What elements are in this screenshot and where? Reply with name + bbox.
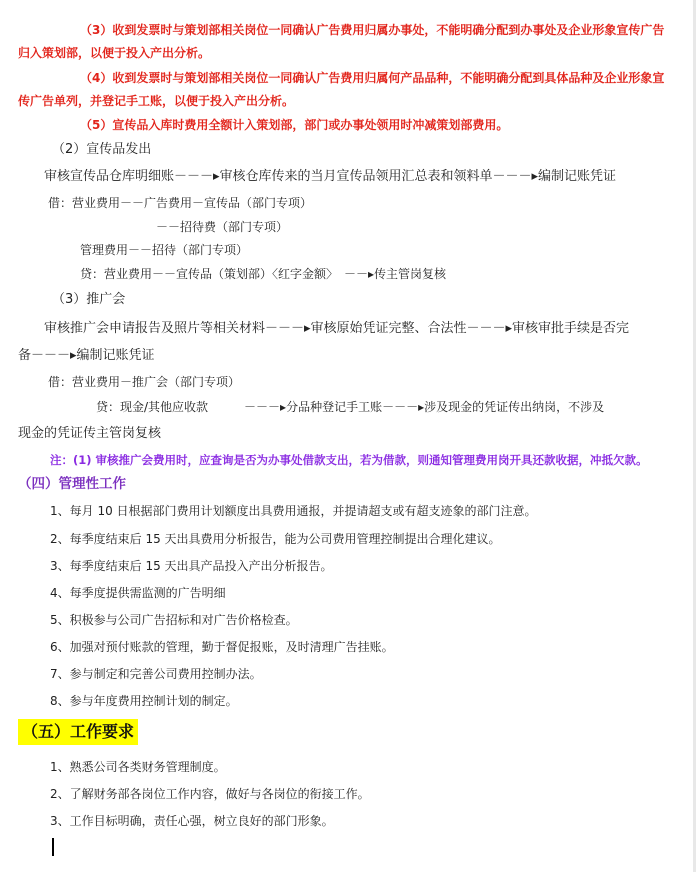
section-4-item: 2、每季度结束后 15 天出具费用分析报告，能为公司费用管理控制提出合理化建议。 xyxy=(50,532,501,546)
section-3-credit: 贷：现金/其他应收款 －－－▸分品种登记手工账－－－▸涉及现金的凭证传出纳岗，不涉及 xyxy=(96,400,605,414)
section-4-item: 6、加强对预付账款的管理，勤于督促报账，及时清理广告挂账。 xyxy=(50,640,394,654)
red-paragraph-5: （5）宣传品入库时费用全额计入策划部，部门或办事处领用时冲减策划部费用。 xyxy=(80,118,509,132)
section-4-item: 5、积极参与公司广告招标和对广告价格检查。 xyxy=(50,613,298,627)
section-4-title: （四）管理性工作 xyxy=(18,476,126,492)
section-4-item: 3、每季度结束后 15 天出具产品投入产出分析报告。 xyxy=(50,559,333,573)
section-5-item: 1、熟悉公司各类财务管理制度。 xyxy=(50,760,226,774)
section-5-title: （五）工作要求 xyxy=(18,719,138,745)
text-cursor[interactable] xyxy=(52,838,54,856)
section-4-item: 4、每季度提供需监测的广告明细 xyxy=(50,586,226,600)
section-2-credit: 贷：营业费用－－宣传品（策划部）〈红字金额〉 －－▸传主管岗复核 xyxy=(80,267,447,281)
section-3-flow-line1: 审核推广会申请报告及照片等相关材料－－－▸审核原始凭证完整、合法性－－－▸审核审批手续是否完 xyxy=(44,321,630,336)
red-paragraph-3-line2: 归入策划部，以便于投入产出分析。 xyxy=(18,46,211,60)
section-3-title: （3）推广会 xyxy=(52,292,126,307)
section-3-debit: 借：营业费用－推广会（部门专项） xyxy=(48,375,241,389)
section-3-flow-line2: 备－－－▸编制记账凭证 xyxy=(18,348,155,363)
section-4-item: 7、参与制定和完善公司费用控制办法。 xyxy=(50,667,262,681)
section-5-item: 3、工作目标明确，责任心强，树立良好的部门形象。 xyxy=(50,814,334,828)
section-3-credit-line2: 现金的凭证传主管岗复核 xyxy=(18,426,162,441)
red-paragraph-3-line1: （3）收到发票时与策划部相关岗位一同确认广告费用归属办事处，不能明确分配到办事处及企业形象宣传广告 xyxy=(80,23,665,37)
section-4-item: 1、每月 10 日根据部门费用计划额度出具费用通报，并提请超支或有超支迹象的部门注意。 xyxy=(50,504,537,518)
section-2-title: （2）宣传品发出 xyxy=(52,142,152,157)
section-4-item: 8、参与年度费用控制计划的制定。 xyxy=(50,694,238,708)
section-2-flow: 审核宣传品仓库明细账－－－▸审核仓库传来的当月宣传品领用汇总表和领料单－－－▸编制记账凭证 xyxy=(44,169,617,184)
section-2-debit-line3: 管理费用－－招待（部门专项） xyxy=(80,243,249,257)
section-5-item: 2、了解财务部各岗位工作内容，做好与各岗位的衔接工作。 xyxy=(50,787,370,801)
section-2-debit-line2: －－招待费（部门专项） xyxy=(156,220,289,234)
red-paragraph-4-line2: 传广告单列，并登记手工账，以便于投入产出分析。 xyxy=(18,94,295,108)
section-2-debit-line1: 借：营业费用－－广告费用－宣传品（部门专项） xyxy=(48,196,313,210)
red-paragraph-4-line1: （4）收到发票时与策划部相关岗位一同确认广告费用归属何产品品种，不能明确分配到具体品种及企业形象宣 xyxy=(80,71,665,85)
section-3-note: 注：(1) 审核推广会费用时，应查询是否为办事处借款支出，若为借款，则通知管理费用岗开具还款收据，冲抵欠款。 xyxy=(50,453,648,467)
